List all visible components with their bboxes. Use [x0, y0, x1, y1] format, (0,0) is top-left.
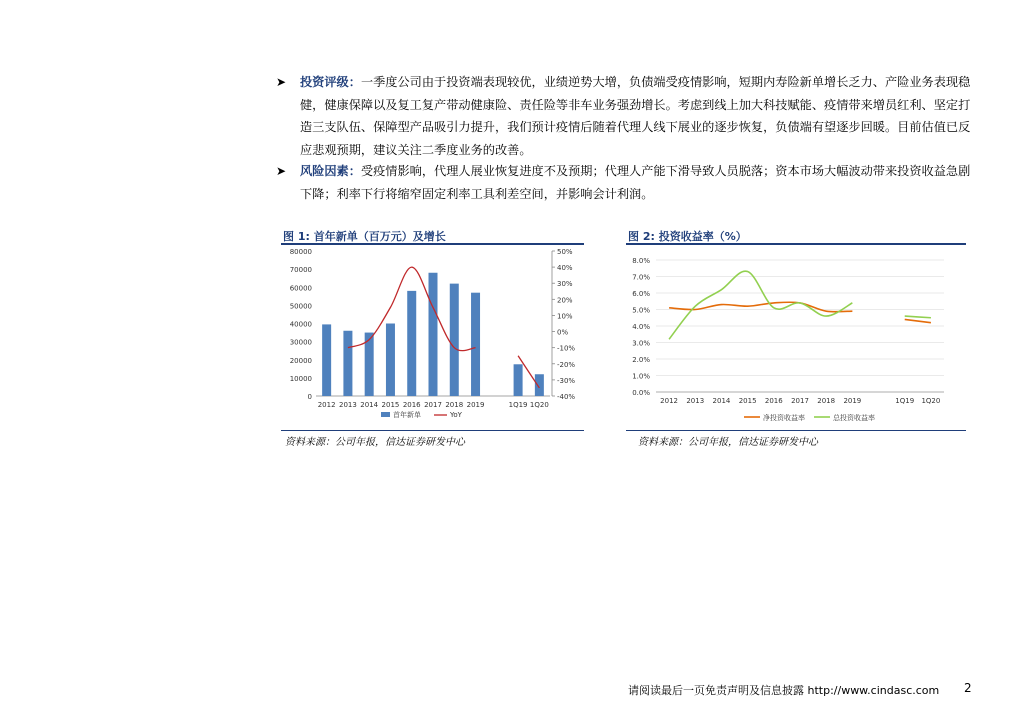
- y-left-tick-label: 30000: [289, 338, 312, 347]
- figure2-chart: [626, 244, 966, 430]
- x-tick-label: 1Q20: [529, 401, 549, 409]
- x-tick-label: 2014: [712, 397, 731, 405]
- legend-label-total: 总投资收益率: [833, 414, 875, 422]
- total-yield-line: [905, 316, 931, 318]
- x-tick-label: 1Q19: [508, 401, 528, 409]
- bar-first-year-new-business: [322, 324, 331, 396]
- figure2-title: 图 2: 投资收益率（%）: [628, 230, 747, 243]
- y-left-tick-label: 50000: [289, 302, 312, 311]
- x-tick-label: 2018: [445, 401, 464, 409]
- bar-first-year-new-business: [343, 331, 352, 396]
- y-right-tick-label: 10%: [557, 312, 573, 321]
- y-tick-label: 5.0%: [632, 306, 650, 315]
- figure1-title: 图 1: 首年新单（百万元）及增长: [283, 230, 446, 243]
- y-left-tick-label: 80000: [289, 248, 312, 256]
- x-tick-label: 2019: [843, 397, 862, 405]
- x-tick-label: 2013: [686, 397, 705, 405]
- net-yield-line: [669, 302, 852, 312]
- figure1-source: 资料来源：公司年报，信达证券研发中心: [285, 437, 465, 448]
- x-tick-label: 2018: [817, 397, 836, 405]
- bar-first-year-new-business: [450, 284, 459, 396]
- y-left-tick-label: 60000: [289, 284, 312, 293]
- bullet-text: 受疫情影响，代理人展业恢复进度不及预期；代理人产能下滑导致人员脱落；资本市场大幅波动带来投资收益急剧下降；利率下行将缩窄固定利率工具利差空间，并影响会计利润。: [300, 164, 971, 201]
- net-yield-line: [905, 319, 931, 322]
- legend-label-yoy: YoY: [450, 411, 462, 419]
- y-right-tick-label: 40%: [557, 264, 573, 273]
- x-tick-label: 2017: [424, 401, 442, 409]
- x-tick-label: 2012: [317, 401, 336, 409]
- legend-label-net: 净投资收益率: [763, 414, 805, 422]
- legend-swatch-bars: [381, 412, 390, 417]
- bar-first-year-new-business: [386, 324, 395, 397]
- bullet-investment-rating: [276, 71, 976, 161]
- y-tick-label: 1.0%: [632, 372, 650, 381]
- bar-first-year-new-business: [514, 364, 523, 396]
- figure1-chart: [281, 244, 585, 430]
- bullet-label: 风险因素：: [300, 164, 361, 178]
- y-left-tick-label: 40000: [289, 320, 312, 329]
- x-tick-label: 2015: [381, 401, 400, 409]
- arrow-bullet-icon: ➤: [276, 75, 287, 89]
- y-tick-label: 2.0%: [632, 356, 650, 364]
- bar-first-year-new-business: [471, 293, 480, 396]
- y-right-tick-label: 0%: [557, 328, 569, 337]
- bullet-text: 一季度公司由于投资端表现较优，业绩逆势大增，负债端受疫情影响，短期内寿险新单增长乏力、产险业务表现稳健，健康保障以及复工复产带动健康险、责任险等非车业务强劲增长。考虑到线上加大科技赋能、疫情带来增员红利、坚定打造三支队伍、保障型产品吸引力提升，我们预计疫情后随着代理人线下展业的逐步恢复，负债端有望逐步回暖。目前估值已反应悲观预期，建议关注二季度业务的改善。: [300, 75, 971, 157]
- bullet-label: 投资评级：: [300, 75, 361, 89]
- x-tick-label: 2013: [338, 401, 357, 409]
- figure1-bottom-rule: [281, 430, 584, 431]
- y-right-tick-label: -10%: [557, 344, 576, 353]
- y-left-tick-label: 0: [307, 393, 312, 401]
- x-tick-label: 2014: [360, 401, 379, 409]
- y-tick-label: 0.0%: [632, 389, 650, 397]
- bar-first-year-new-business: [407, 291, 416, 396]
- x-tick-label: 2015: [738, 397, 757, 405]
- x-tick-label: 2016: [402, 401, 421, 409]
- y-left-tick-label: 20000: [289, 356, 312, 365]
- figure2-source: 资料来源：公司年报，信达证券研发中心: [638, 437, 818, 448]
- y-right-tick-label: 50%: [557, 248, 573, 256]
- footer-disclaimer: 请阅读最后一页免责声明及信息披露 http://www.cindasc.com: [628, 684, 940, 697]
- y-left-tick-label: 70000: [289, 266, 312, 275]
- arrow-bullet-icon: ➤: [276, 164, 287, 178]
- x-tick-label: 2012: [660, 397, 679, 405]
- figure2-bottom-rule: [626, 430, 966, 431]
- y-right-tick-label: -20%: [557, 360, 576, 369]
- y-left-tick-label: 10000: [289, 374, 312, 383]
- x-tick-label: 2017: [791, 397, 809, 405]
- bar-first-year-new-business: [535, 374, 544, 396]
- x-tick-label: 2019: [466, 401, 485, 409]
- y-right-tick-label: 20%: [557, 296, 573, 305]
- x-tick-label: 1Q19: [895, 397, 915, 405]
- y-tick-label: 7.0%: [632, 273, 650, 282]
- bullet-risk-factors: [276, 160, 976, 205]
- x-tick-label: 1Q20: [921, 397, 941, 405]
- y-tick-label: 4.0%: [632, 323, 650, 331]
- y-right-tick-label: -40%: [557, 393, 576, 401]
- page-number: 2: [964, 681, 972, 695]
- legend-label-bars: 首年新单: [393, 411, 421, 419]
- bar-first-year-new-business: [429, 273, 438, 396]
- y-right-tick-label: -30%: [557, 376, 576, 385]
- y-right-tick-label: 30%: [557, 280, 573, 289]
- y-tick-label: 6.0%: [632, 290, 650, 298]
- x-tick-label: 2016: [764, 397, 783, 405]
- y-tick-label: 3.0%: [632, 339, 650, 348]
- y-tick-label: 8.0%: [632, 257, 650, 265]
